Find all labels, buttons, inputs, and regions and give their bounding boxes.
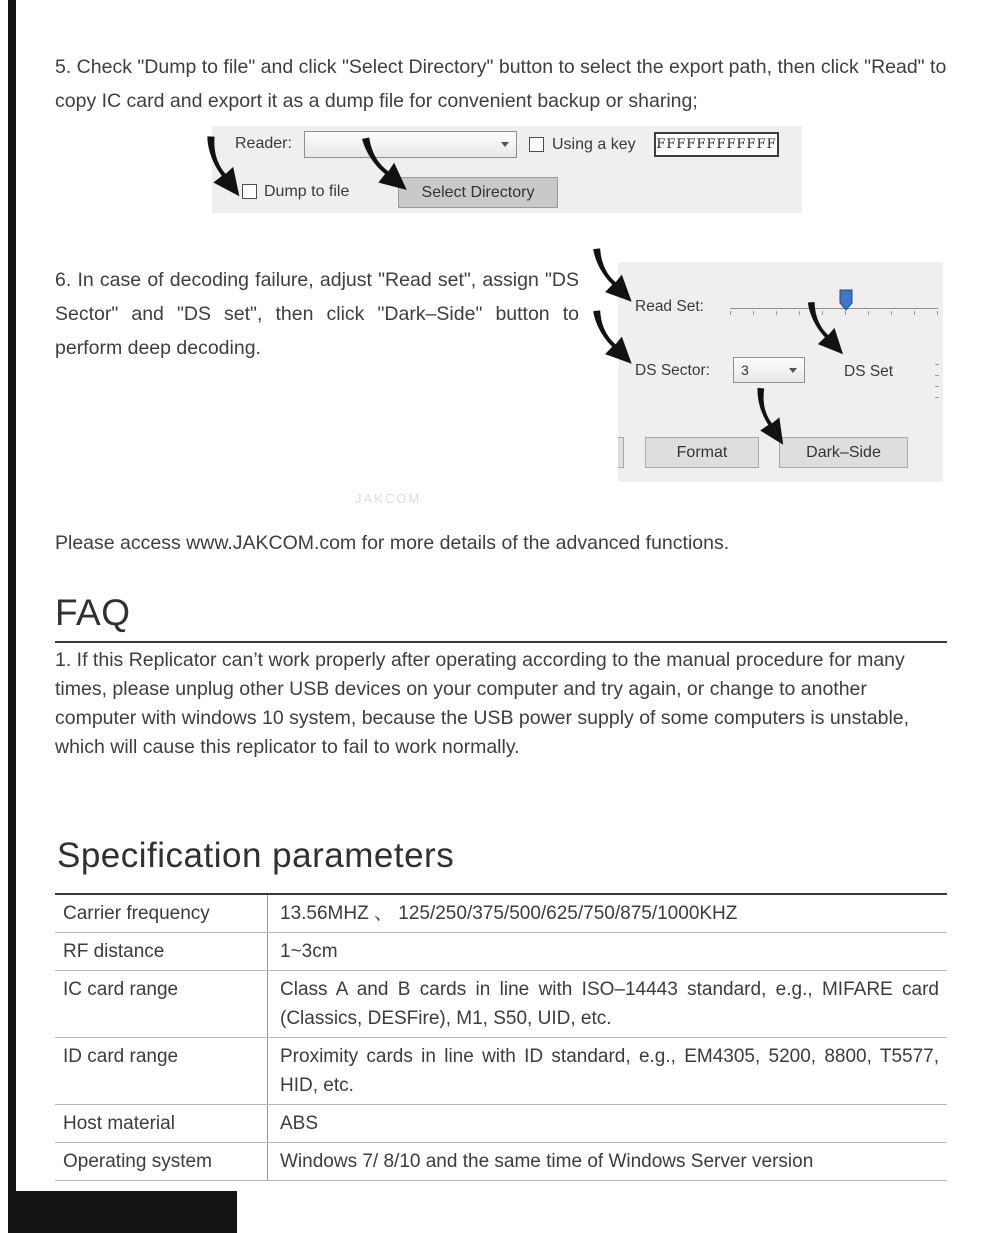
table-row	[55, 1105, 947, 1143]
table-row	[55, 971, 947, 1038]
table-row	[55, 895, 947, 933]
spec-heading: Specification parameters	[57, 836, 455, 875]
arrow-to-ds-set-icon	[799, 301, 854, 356]
ds-sector-dropdown[interactable]	[733, 357, 805, 383]
select-directory-label: Select Directory	[421, 183, 535, 201]
table-row	[55, 1038, 947, 1105]
using-key-checkbox[interactable]	[529, 137, 544, 152]
spec-row-label: Host material	[55, 1105, 268, 1142]
spec-table	[55, 893, 947, 1181]
dump-to-file-label: Dump to file	[264, 183, 350, 200]
read-set-label: Read Set:	[635, 298, 704, 315]
cropped-button-fragment	[618, 437, 624, 468]
spec-row-value: 1~3cm	[280, 941, 338, 962]
dark-side-button-label: Dark–Side	[806, 443, 881, 461]
spec-row-label: Operating system	[55, 1143, 268, 1180]
spec-row-value: 13.56MHZ 、 125/250/375/500/625/750/875/1000KHZ	[280, 903, 738, 924]
access-note-text: Please access www.JAKCOM.com for more details of the advanced functions.	[55, 532, 730, 554]
spec-row-label: ID card range	[55, 1038, 268, 1104]
table-row	[55, 933, 947, 971]
faq-heading: FAQ	[55, 592, 131, 633]
table-row	[55, 1143, 947, 1180]
spec-row-label: RF distance	[55, 933, 268, 970]
reader-label: Reader:	[235, 135, 292, 152]
arrow-to-ds-sector-icon	[585, 309, 641, 365]
faq-divider	[55, 641, 947, 643]
arrow-to-select-directory-icon	[358, 136, 412, 192]
key-value-text: FFFFFFFFFFFF	[656, 137, 777, 152]
ds-set-label: DS Set	[844, 363, 894, 380]
photo-edge-left	[8, 0, 16, 1233]
format-button-label: Format	[676, 443, 728, 461]
faq-body-text: 1. If this Replicator can’t work properly after operating according to the manual procedure for many times, please unplug other USB devices on your computer and try again, or change to another computer with windows 10 system, because the USB power supply of some computers is unstable, which will cause this replicator to fail to work normally.	[55, 649, 910, 758]
step5-text: 5. Check "Dump to file" and click "Select Directory" button to select the export path, then click "Read" to copy IC card and export it as a dump file for convenient backup or sharing;	[55, 56, 947, 112]
screenshot-decode-panel	[618, 262, 943, 482]
ds-sector-value: 3	[741, 362, 749, 378]
watermark-text: JAKCOM	[355, 491, 422, 506]
spec-row-label: Carrier frequency	[55, 895, 268, 932]
dark-side-button[interactable]	[779, 437, 908, 468]
spec-row-value: ABS	[280, 1113, 319, 1134]
dump-to-file-checkbox[interactable]	[242, 184, 257, 199]
spec-row-value: Windows 7/ 8/10 and the same time of Windows Server version	[280, 1151, 814, 1172]
chevron-down-icon	[501, 142, 509, 147]
arrow-to-read-set-icon	[585, 247, 641, 303]
spec-row-value: Class A and B cards in line with ISO–14443 standard, e.g., MIFARE card (Classics, DESFire), M1, S50, UID, etc.	[280, 979, 939, 1029]
photo-edge-bottom	[8, 1191, 237, 1233]
ds-sector-label: DS Sector:	[635, 362, 710, 379]
using-key-label: Using a key	[552, 136, 636, 153]
step6-text: 6. In case of decoding failure, adjust "Read set", assign "DS Sector" and "DS set", then click "Dark–Side" button to perform deep decoding.	[55, 269, 579, 359]
key-value-field[interactable]	[654, 132, 779, 157]
chevron-down-icon	[789, 368, 797, 373]
format-button[interactable]	[645, 437, 759, 468]
spec-row-label: IC card range	[55, 971, 268, 1037]
ds-set-slider-ticks	[935, 362, 939, 398]
spec-row-value: Proximity cards in line with ID standard, e.g., EM4305, 5200, 8800, T5577, HID, etc.	[280, 1046, 939, 1096]
screenshot-reader-panel	[212, 126, 802, 213]
select-directory-button[interactable]	[398, 177, 558, 208]
